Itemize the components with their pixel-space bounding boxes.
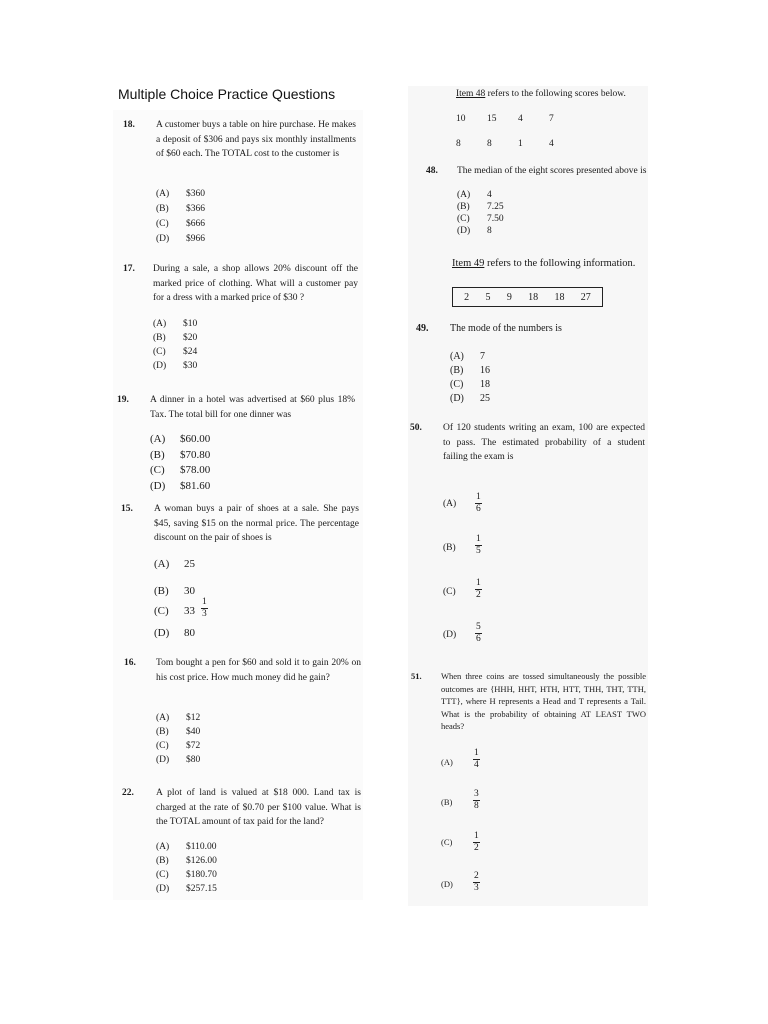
option-b[interactable]: (B) 30 xyxy=(154,585,195,597)
scores-row-2: 8 8 1 4 xyxy=(456,139,554,149)
fraction-one-third: $\frac{1}{3}$ xyxy=(202,597,207,619)
question-stem: A woman buys a pair of shoes at a sale. She pays $45, saving $15 on the normal price. The percentage discount on the pair of shoes is xyxy=(154,504,359,543)
option-b[interactable]: (B) 16 xyxy=(450,365,490,376)
option-a[interactable]: (A) $60.00 xyxy=(150,433,211,445)
option-d[interactable]: (D) xyxy=(441,879,453,889)
option-c[interactable]: (C) $78.00 xyxy=(150,464,211,476)
question-stem: During a sale, a shop allows 20% discount off the marked price of clothing. What will a customer pay for a dress with a marked price of $30 ? xyxy=(153,264,358,303)
option-a[interactable]: (A) 7 xyxy=(450,351,485,362)
option-c-fraction: $\frac{1}{2}$ xyxy=(476,578,481,600)
question-number: 49. xyxy=(416,323,429,334)
item-49-intro: Item 49 refers to the following information. xyxy=(452,258,636,269)
question-number: 50. xyxy=(410,423,422,433)
option-b[interactable]: (B) 7.25 xyxy=(457,202,504,212)
option-a[interactable]: (A) $12 xyxy=(156,713,201,723)
option-d-fraction: $\frac{2}{3}$ xyxy=(474,871,479,893)
option-b[interactable]: (B) $40 xyxy=(156,727,201,737)
numbers-box: 2 5 9 18 18 27 xyxy=(452,287,603,307)
option-b[interactable]: (B) $366 xyxy=(156,204,205,214)
option-b[interactable]: (B) xyxy=(441,797,453,807)
option-a[interactable]: (A) xyxy=(441,757,453,767)
option-c[interactable]: (C) 33 xyxy=(154,605,195,617)
option-d[interactable]: (D) $80 xyxy=(156,755,201,765)
option-d[interactable]: (D) $81.60 xyxy=(150,480,211,492)
option-b[interactable]: (B) $70.80 xyxy=(150,449,211,461)
option-d[interactable]: (D) 8 xyxy=(457,226,492,236)
item-49-ref: Item 49 xyxy=(452,258,485,269)
item-48-intro: Item 48 refers to the following scores below. xyxy=(456,89,626,99)
question-number: 15. xyxy=(121,504,133,514)
option-d[interactable]: (D) xyxy=(443,630,457,640)
question-stem: Tom bought a pen for $60 and sold it to gain 20% on his cost price. How much money did he gain? xyxy=(156,658,361,683)
question-number: 48. xyxy=(426,166,438,176)
option-a[interactable]: (A) $110.00 xyxy=(156,842,217,852)
option-b-fraction: $\frac{3}{8}$ xyxy=(474,789,479,811)
question-number: 17. xyxy=(123,264,135,274)
option-d[interactable]: (D) $257.15 xyxy=(156,884,217,894)
option-d-fraction: $\frac{5}{6}$ xyxy=(476,622,481,644)
question-stem: The mode of the numbers is xyxy=(450,323,562,334)
page-title: Multiple Choice Practice Questions xyxy=(118,86,336,102)
option-c[interactable]: (C) $666 xyxy=(156,219,205,229)
question-number: 51. xyxy=(411,671,422,681)
option-c[interactable]: (C) 7.50 xyxy=(457,214,504,224)
question-number: 22. xyxy=(122,788,134,798)
option-c-fraction: $\frac{1}{2}$ xyxy=(474,831,479,853)
option-a-fraction: $\frac{1}{4}$ xyxy=(474,748,479,770)
question-stem: The median of the eight scores presented above is xyxy=(457,166,647,176)
option-d[interactable]: (D) 80 xyxy=(154,627,195,639)
question-number: 18. xyxy=(123,120,135,130)
option-b[interactable]: (B) $20 xyxy=(153,333,198,343)
scores-row-1: 10 15 4 7 xyxy=(456,114,554,124)
option-c[interactable]: (C) $24 xyxy=(153,347,198,357)
option-a[interactable]: (A) 25 xyxy=(154,558,195,570)
option-b-fraction: $\frac{1}{5}$ xyxy=(476,534,481,556)
option-a-fraction: $\frac{1}{6}$ xyxy=(476,492,481,514)
option-d[interactable]: (D) 25 xyxy=(450,393,490,404)
option-c[interactable]: (C) xyxy=(443,587,456,597)
question-stem: A dinner in a hotel was advertised at $60 plus 18% Tax. The total bill for one dinner was xyxy=(150,395,355,420)
question-stem: A customer buys a table on hire purchase. He makes a deposit of $306 and pays six monthly installments of $60 each. The TOTAL cost to the customer is xyxy=(156,120,356,159)
option-c[interactable]: (C) $180.70 xyxy=(156,870,217,880)
option-a[interactable]: (A) $360 xyxy=(156,189,205,199)
option-c[interactable]: (C) xyxy=(441,837,453,847)
option-a[interactable]: (A) $10 xyxy=(153,319,198,329)
option-a[interactable]: (A) 4 xyxy=(457,190,492,200)
option-c[interactable]: (C) 18 xyxy=(450,379,490,390)
question-number: 19. xyxy=(117,395,129,405)
option-c[interactable]: (C) $72 xyxy=(156,741,201,751)
option-b[interactable]: (B) $126.00 xyxy=(156,856,217,866)
question-stem: When three coins are tossed simultaneously the possible outcomes are {HHH, HHT, HTH, HTT, THH, THT, TTH, TTT}, where H represents a Head and T represents a Tail. What is the probability of obtaining AT LEAST TWO heads? xyxy=(441,671,646,731)
right-column-background xyxy=(408,86,648,906)
option-d[interactable]: (D) $966 xyxy=(156,234,205,244)
option-d[interactable]: (D) $30 xyxy=(153,361,198,371)
question-stem: Of 120 students writing an exam, 100 are expected to pass. The estimated probability of a student failing the exam is xyxy=(443,423,645,462)
question-number: 16. xyxy=(124,658,136,668)
item-48-ref: Item 48 xyxy=(456,89,486,99)
option-b[interactable]: (B) xyxy=(443,543,456,553)
question-stem: A plot of land is valued at $18 000. Land tax is charged at the rate of $0.70 per $100 value. What is the TOTAL amount of tax paid for the land? xyxy=(156,788,361,827)
option-a[interactable]: (A) xyxy=(443,499,457,509)
